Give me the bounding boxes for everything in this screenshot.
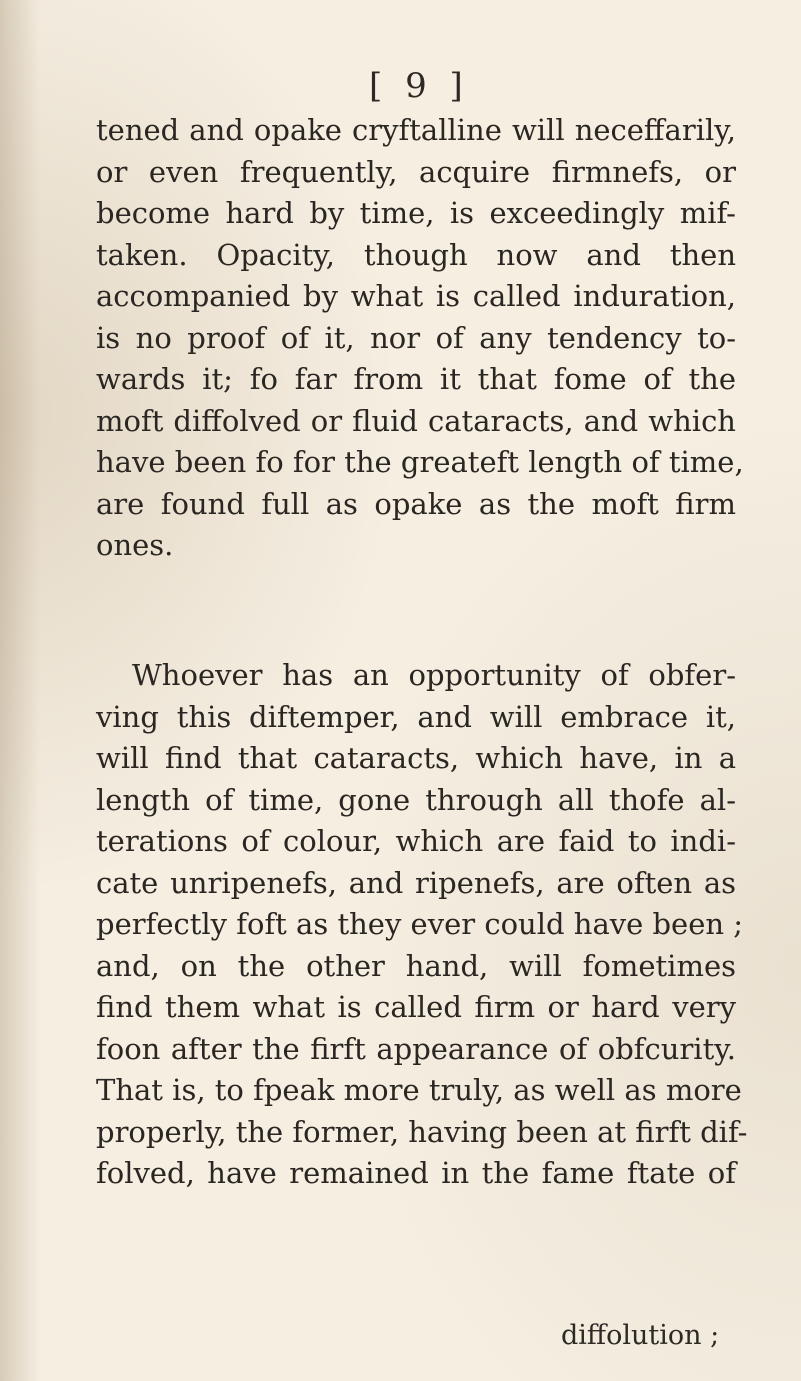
text-line: cate unripenefs, and ripenefs, are often as xyxy=(96,865,736,900)
text-line: find them what is called firm or hard very xyxy=(96,990,736,1024)
text-line: foon after the firft appearance of obfcurity. xyxy=(96,1031,736,1066)
text-line: That is, to fpeak more truly, as well as more xyxy=(96,1073,742,1107)
text-line: become hard by time, is exceedingly mif- xyxy=(96,196,736,230)
text-line: moft diffolved or fluid cataracts, and which xyxy=(96,403,736,438)
text-line: properly, the former, having been at firft dif- xyxy=(96,1114,748,1149)
text-line: length of time, gone through all thofe al- xyxy=(96,782,736,817)
text-line: have been fo for the greateft length of time, xyxy=(96,445,744,479)
text-line: folved, have remained in the fame ftate of xyxy=(96,1156,736,1190)
text-line: are found full as opake as the moft firm xyxy=(96,486,736,521)
text-line: tened and opake cryftalline will neceffarily, xyxy=(96,113,736,147)
page-number: [ 9 ] xyxy=(369,66,469,106)
paragraph-2 xyxy=(96,655,748,1195)
text-line: taken. Opacity, though now and then xyxy=(96,237,736,272)
text-line: wards it; fo far from it that fome of the xyxy=(96,362,736,396)
catchword: diffolution ; xyxy=(561,1320,720,1351)
text-line: accompanied by what is called induration, xyxy=(96,279,736,313)
paragraph-1 xyxy=(96,110,744,567)
page-edge-shadow xyxy=(0,0,40,1381)
text-line: is no proof of it, nor of any tendency to- xyxy=(96,320,736,355)
text-line: will find that cataracts, which have, in a xyxy=(96,741,736,775)
text-line: ones. xyxy=(96,528,174,562)
text-line: perfectly foft as they ever could have been ; xyxy=(96,907,744,941)
text-line: terations of colour, which are faid to indi- xyxy=(96,824,736,858)
text-line: or even frequently, acquire firmnefs, or xyxy=(96,154,736,189)
text-line: and, on the other hand, will fometimes xyxy=(96,948,736,983)
text-line: Whoever has an opportunity of obfer- xyxy=(132,658,736,692)
text-line: ving this diftemper, and will embrace it, xyxy=(96,699,736,734)
